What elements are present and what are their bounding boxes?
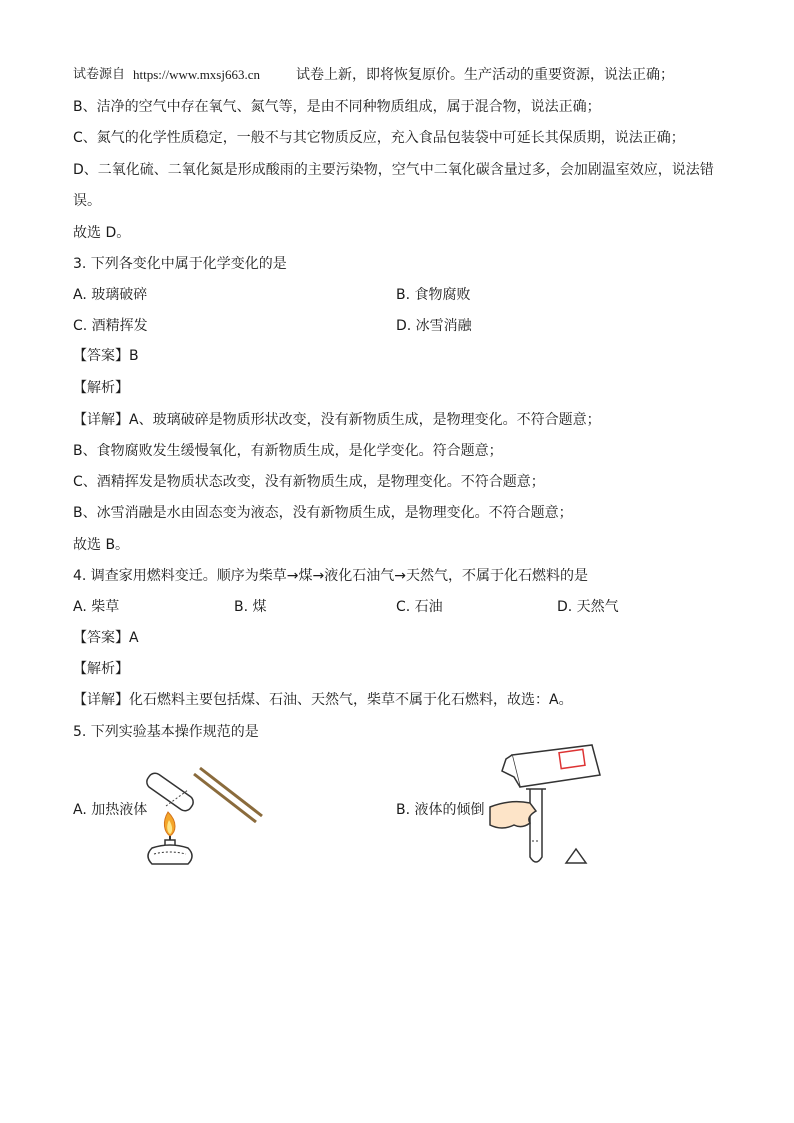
source-label: 试卷源自 [73,67,126,82]
q4-option-a: A. 柴草 [73,599,120,615]
q3-option-a: A. 玻璃破碎 [73,287,148,303]
answer-value: B [129,348,139,364]
test-tube [526,789,546,862]
detail-label: 【详解】 [73,412,129,428]
q4-detail [73,690,573,710]
q4-analysis-label: 【解析】 [73,661,129,677]
q4-answer [73,628,139,648]
q4-option-d: D. 天然气 [557,599,619,615]
q3-option-c: C. 酒精挥发 [73,318,148,334]
test-tube [144,771,196,814]
q3-analysis-label: 【解析】 [73,380,129,396]
answer-label: 【答案】 [73,630,129,646]
q2-conclusion: 故选 D。 [73,225,131,241]
q3-conclusion: 故选 B。 [73,537,130,553]
q2-analysis-d-cont: 误。 [73,193,101,209]
q5-stem: 5. 下列实验基本操作规范的是 [73,724,259,740]
detail-label: 【详解】 [73,692,129,708]
q3-option-b: B. 食物腐败 [396,287,471,303]
q3-detail-b: B、食物腐败发生缓慢氧化，有新物质生成，是化学变化。符合题意； [73,443,503,459]
q3-detail-d: B、冰雪消融是水由固态变为液态，没有新物质生成，是物理变化。不符合题意； [73,505,573,521]
bottle-stopper [566,849,586,863]
answer-label: 【答案】 [73,348,129,364]
q4-option-c: C. 石油 [396,599,443,615]
q3-stem: 3. 下列各变化中属于化学变化的是 [73,256,287,272]
q3-detail-c: C、酒精挥发是物质状态改变，没有新物质生成，是物理变化。不符合题意； [73,474,545,490]
q5-option-a: A. 加热液体 [73,802,148,818]
detail-text: A、玻璃破碎是物质形状改变，没有新物质生成，是物理变化。不符合题意； [129,412,601,428]
hand [490,802,536,828]
q4-option-b: B. 煤 [234,599,267,615]
q2-analysis-c: C、氮气的化学性质稳定，一般不与其它物质反应，充入食品包装袋中可延长其保质期，说法正确； [73,130,685,146]
q2-analysis-b: B、洁净的空气中存在氧气、氮气等，是由不同种物质组成，属于混合物，说法正确； [73,99,601,115]
pouring-liquid-illustration [480,745,610,875]
detail-text: 化石燃料主要包括煤、石油、天然气，柴草不属于化石燃料，故选：A。 [129,692,573,708]
q3-answer [73,346,139,366]
q5-option-b: B. 液体的倾倒 [396,802,485,818]
q4-stem: 4. 调查家用燃料变迁。顺序为柴草→煤→液化石油气→天然气，不属于化石燃料的是 [73,568,588,584]
source-text: 试卷上新，即将恢复原价。生产活动的重要资源，说法正确； [296,67,674,83]
test-tube-holder [194,768,262,822]
q3-option-d: D. 冰雪消融 [396,318,472,334]
q2-analysis-d: D、二氧化硫、二氧化氮是形成酸雨的主要污染物，空气中二氧化碳含量过多，会加剧温室效应，说法错 [73,162,714,178]
alcohol-lamp [148,840,192,864]
source-url[interactable]: https://www.mxsj663.cn [133,67,260,82]
answer-value: A [129,630,139,646]
heating-liquid-illustration [130,750,270,870]
q3-detail-a [73,410,601,430]
reagent-bottle [502,745,600,787]
